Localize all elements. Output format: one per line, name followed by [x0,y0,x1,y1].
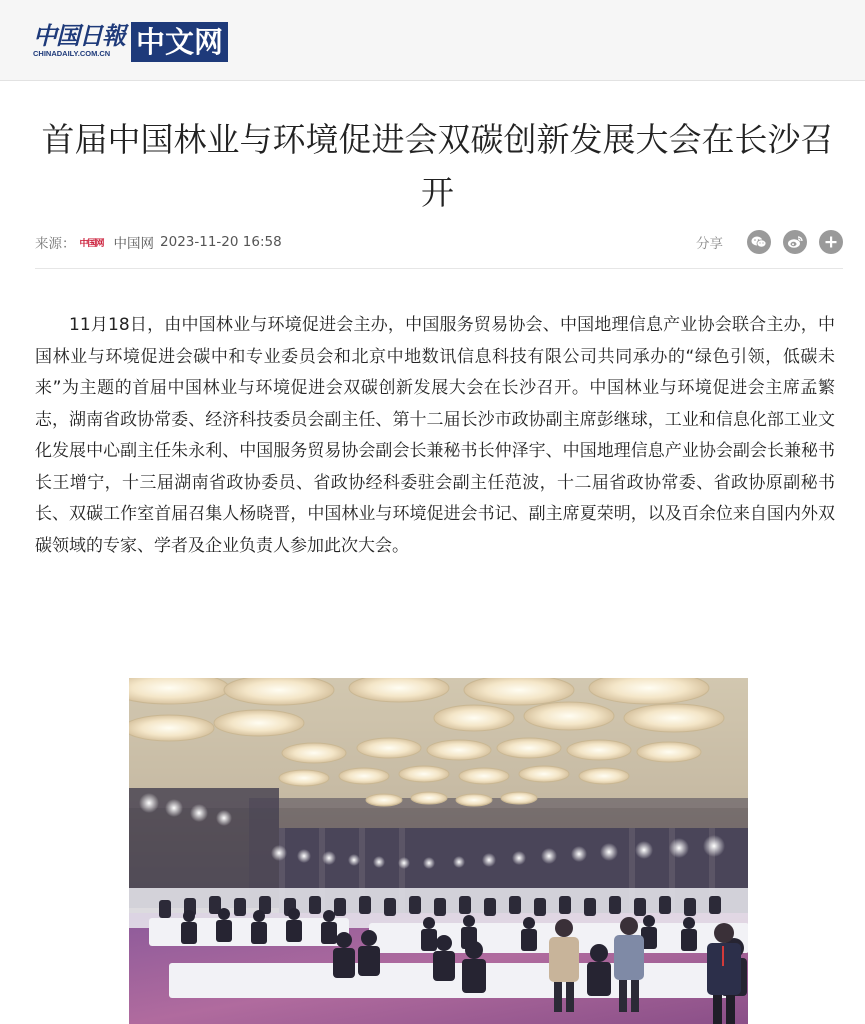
publish-date: 2023-11-20 16:58 [160,234,282,250]
source-name[interactable]: 中国网 [113,236,155,252]
source-logo: 中国网 [79,238,104,249]
wechat-icon[interactable] [747,230,771,254]
logo-english-text: CHINADAILY.COM.CN [33,49,111,58]
source-label: 来源： [35,236,76,252]
logo-chinese-text: 中国日報 [33,21,125,50]
share-label: 分享 [696,236,723,252]
article-title: 首届中国林业与环境促进会双碳创新发展大会在长沙召开 [41,120,834,212]
logo-text-group [33,22,125,59]
weibo-icon[interactable] [783,230,807,254]
site-header [0,0,865,81]
meta-divider [35,268,843,269]
site-logo[interactable] [33,22,228,66]
logo-box-text: 中文网 [131,22,228,62]
article-meta [35,226,843,258]
conference-photo [129,678,748,1024]
plus-icon[interactable] [819,230,843,254]
article-paragraph: 11月18日，由中国林业与环境促进会主办，中国服务贸易协会、中国地理信息产业协会联合主办，中国林业与环境促进会碳中和专业委员会和北京中地数讯信息科技有限公司共同承办的“绿色引领，低碳未来”为主题的首届中国林业与环境促进会双碳创新发展大会在长沙召开。中国林业与环境促进会主席孟繁志，湖南省政协常委、经济科技委员会副主任、第十二届长沙市政协副主席彭继球，工业和信息化部工业文化发展中心副主任朱永利、中国服务贸易协会副会长兼秘书长仲泽宇、中国地理信息产业协会副会长兼秘书长王增宁，十三届湖南省政协委员、省政协经科委驻会副主任范波，十二届省政协常委、省政协原副秘书长、双碳工作室首届召集人杨晓晋，中国林业与环境促进会书记、副主席夏荣明，以及百余位来自国内外双碳领域的专家、学者及企业负责人参加此次大会。 [35,315,835,556]
